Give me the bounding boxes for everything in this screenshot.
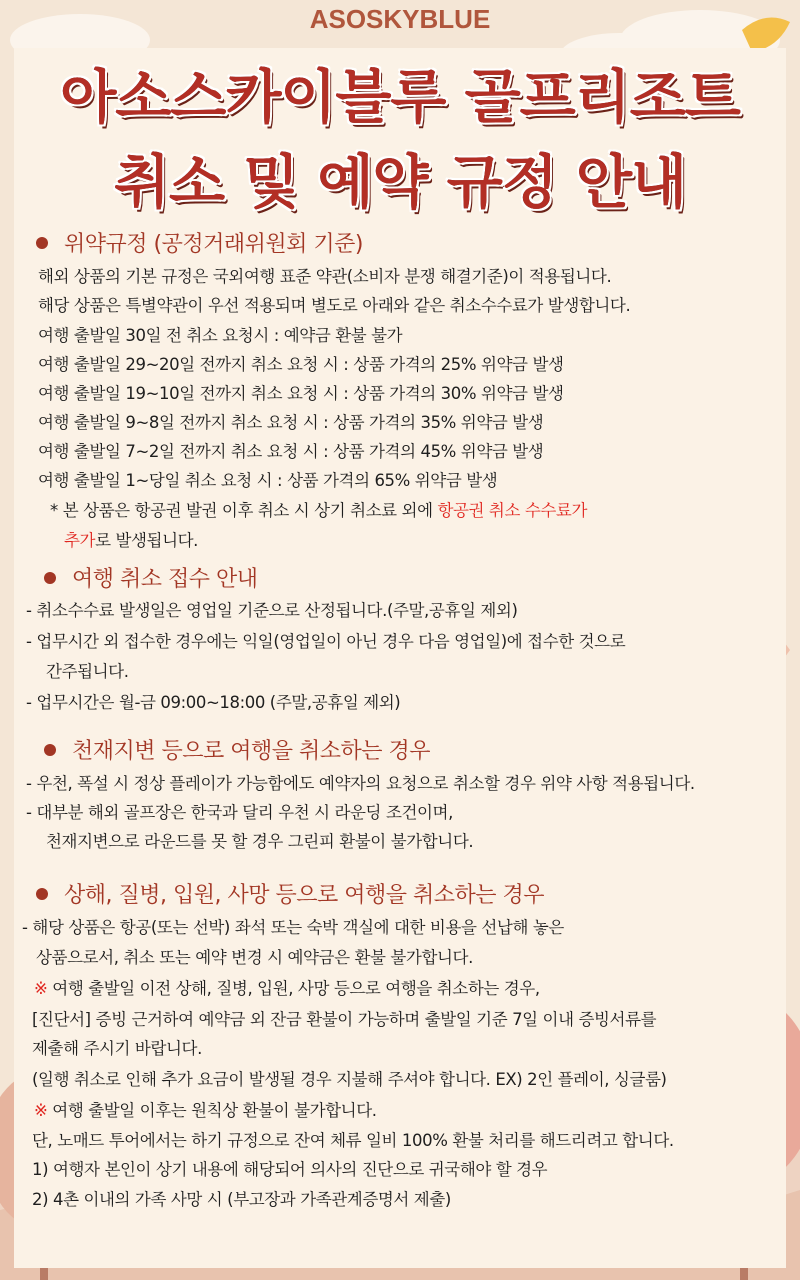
text-line: 여행 출발일 30일 전 취소 요청시 : 예약금 환불 불가 [38,326,403,345]
section-heading-text: 여행 취소 접수 안내 [72,567,258,592]
text-line: 2) 4촌 이내의 가족 사망 시 (부고장과 가족관계증명서 제출) [32,1190,451,1209]
text-line: 여행 출발일 29~20일 전까지 취소 요청 시 : 상품 가격의 25% 위약금 발생 [38,355,564,374]
text-line: 천재지변으로 라운드를 못 할 경우 그린피 환불이 불가합니다. [46,832,474,851]
text-line: 1) 여행자 본인이 상기 내용에 해당되어 의사의 진단으로 귀국해야 할 경우 [32,1160,548,1179]
text-line: - 해당 상품은 항공(또는 선박) 좌석 또는 숙박 객실에 대한 비용을 선납해 놓은 [22,918,564,937]
bullet-icon [36,888,48,900]
text-line: - 취소수수료 발생일은 영업일 기준으로 산정됩니다.(주말,공휴일 제외) [26,601,518,620]
airline-fee-note-cont [64,527,198,551]
bullet-icon [44,744,56,756]
text-line: 여행 출발일 9~8일 전까지 취소 요청 시 : 상품 가격의 35% 위약금 발생 [38,413,544,432]
text-line [34,975,540,999]
section-heading-natural-disaster [44,734,430,765]
text-line-content: 여행 출발일 이후는 원칙상 환불이 불가합니다. [52,1101,377,1120]
brand-logo-text: ASOSKYBLUE [309,4,491,34]
note-highlight: 항공권 취소 수수료가 [437,501,588,520]
text-line: 해당 상품은 특별약관이 우선 적용되며 별도로 아래와 같은 취소수수료가 발생합니다. [38,296,631,315]
text-line: 여행 출발일 7~2일 전까지 취소 요청 시 : 상품 가격의 45% 위약금 발생 [38,442,544,461]
reference-mark-icon: ※ [34,979,48,998]
text-line: 해외 상품의 기본 규정은 국외여행 표준 약관(소비자 분쟁 해결기준)이 적용됩니다. [38,267,612,286]
note-text: 로 발생됩니다. [95,531,199,550]
text-line: 간주됩니다. [46,662,129,681]
text-line: 여행 출발일 19~10일 전까지 취소 요청 시 : 상품 가격의 30% 위약금 발생 [38,384,564,403]
section-heading-text: 상해, 질병, 입원, 사망 등으로 여행을 취소하는 경우 [64,883,544,908]
text-line: 제출해 주시기 바랍니다. [32,1039,202,1058]
text-line: 여행 출발일 1~당일 취소 요청 시 : 상품 가격의 65% 위약금 발생 [38,471,498,490]
note-text: * 본 상품은 항공권 발권 이후 취소 시 상기 취소료 외에 [50,501,438,520]
page-title-line1: 아소스카이블루 골프리조트 [60,63,740,131]
text-line [34,1097,377,1121]
text-line: - 대부분 해외 골프장은 한국과 달리 우천 시 라운딩 조건이며, [26,803,453,822]
text-line: (일행 취소로 인해 추가 요금이 발생될 경우 지불해 주셔야 합니다. EX) 2인 플레이, 싱글룸) [32,1070,667,1089]
section-heading-text: 천재지변 등으로 여행을 취소하는 경우 [72,739,431,764]
text-line: - 업무시간 외 접수한 경우에는 익일(영업일이 아닌 경우 다음 영업일)에 접수한 것으로 [26,632,626,651]
note-highlight: 추가 [64,531,96,550]
text-line: 상품으로서, 취소 또는 예약 변경 시 예약금은 환불 불가합니다. [36,948,473,967]
text-line: [진단서] 증빙 근거하여 예약금 외 잔금 환불이 가능하며 출발일 기준 7일 이내 증빙서류를 [32,1010,657,1029]
text-line-content: 여행 출발일 이전 상해, 질병, 입원, 사망 등으로 여행을 취소하는 경우, [52,979,540,998]
bullet-icon [36,237,48,249]
section-heading-cancel-receipt [44,562,258,593]
text-line: 단, 노매드 투어에서는 하기 규정으로 잔여 체류 일비 100% 환불 처리를 해드리려고 합니다. [32,1131,674,1150]
section-heading-penalty [36,227,363,258]
text-line: - 업무시간은 월-금 09:00~18:00 (주말,공휴일 제외) [26,693,401,712]
section-heading-text: 위약규정 (공정거래위원회 기준) [64,232,363,257]
page-title-line2: 취소 및 예약 규정 안내 [113,148,687,216]
reference-mark-icon: ※ [34,1101,48,1120]
bullet-icon [44,572,56,584]
airline-fee-note [50,497,587,521]
text-line: - 우천, 폭설 시 정상 플레이가 가능함에도 예약자의 요청으로 취소할 경우 위약 사항 적용됩니다. [26,774,695,793]
section-heading-injury-illness [36,878,544,909]
